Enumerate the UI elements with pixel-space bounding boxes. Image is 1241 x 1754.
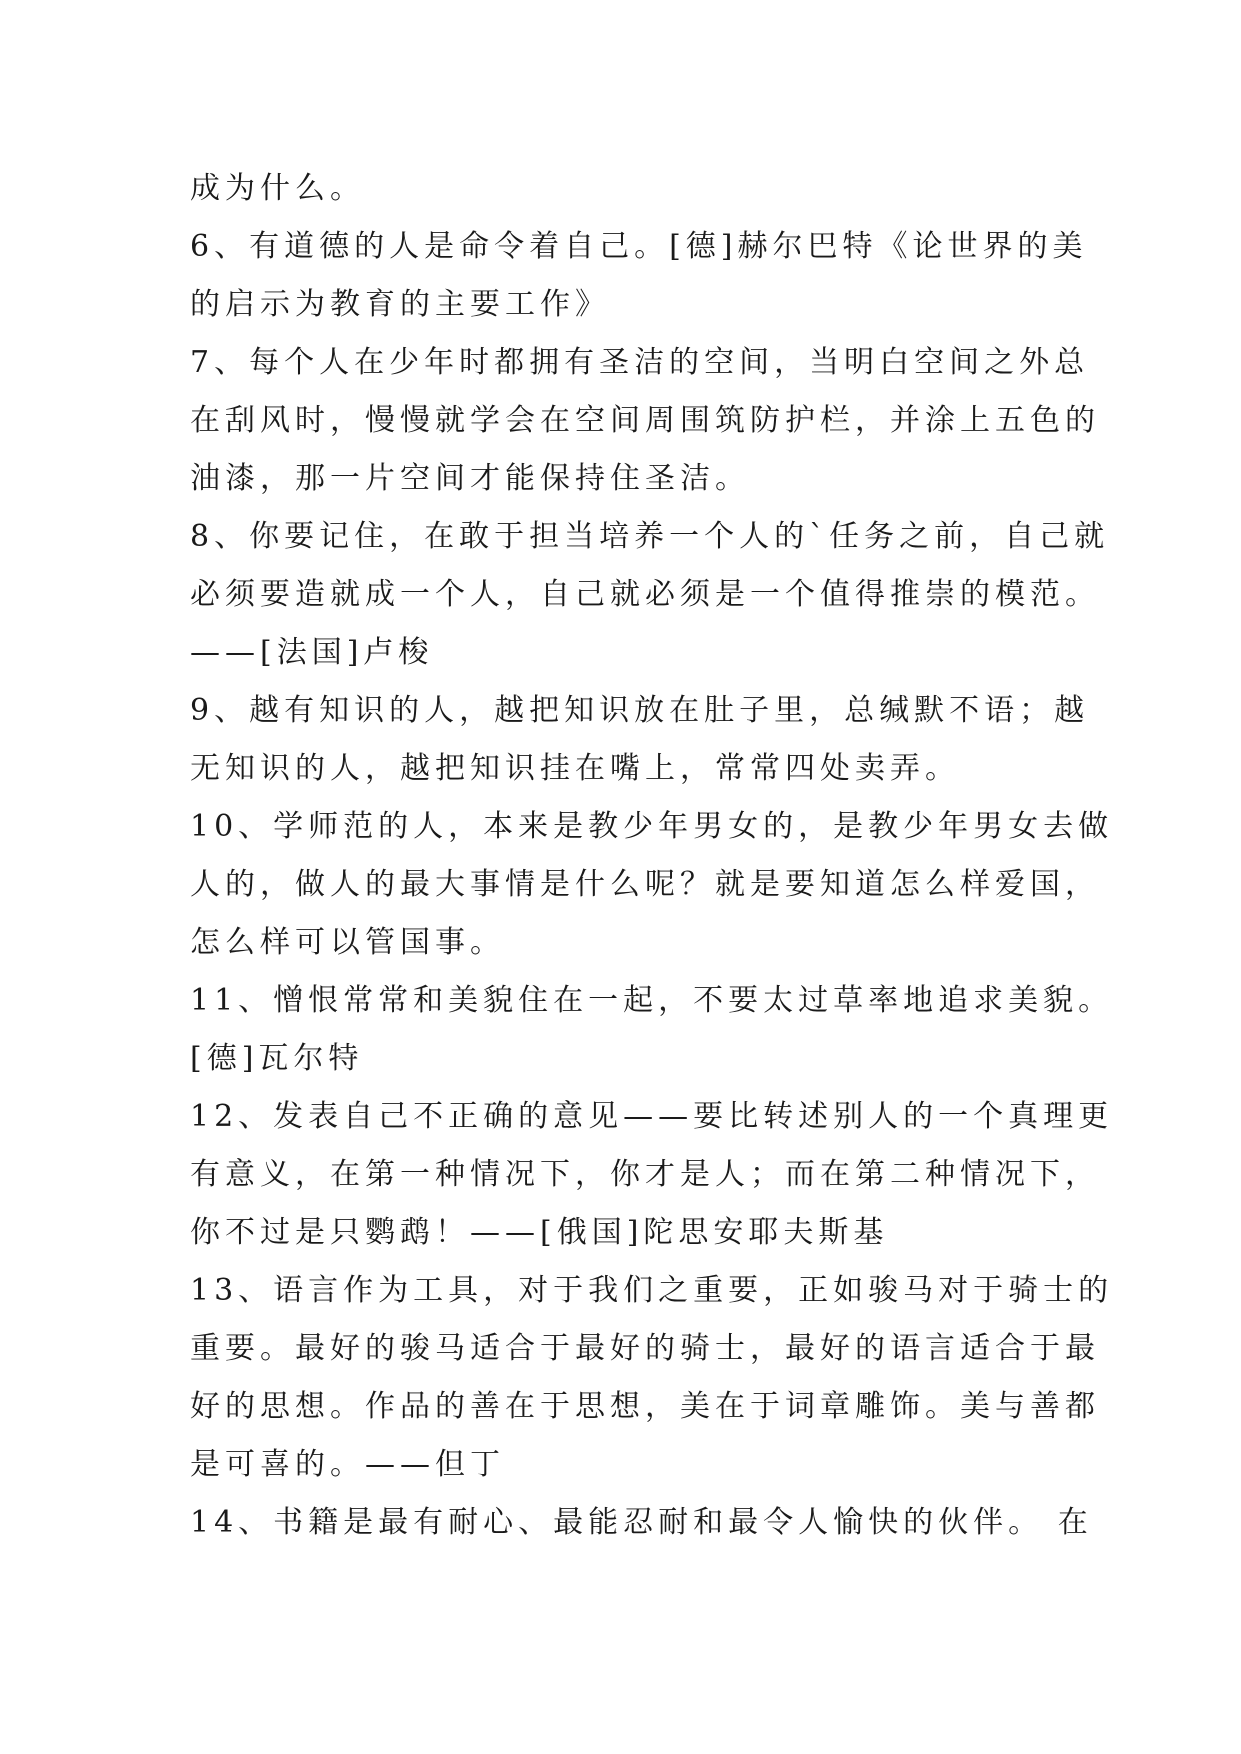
text-line: 重要。最好的骏马适合于最好的骑士，最好的语言适合于最 <box>190 1331 1100 1366</box>
text-line: 12、发表自己不正确的意见——要比转述别人的一个真理更 <box>190 1099 1114 1134</box>
text-line: 是可喜的。——但丁 <box>190 1447 505 1482</box>
text-line: 怎么样可以管国事。 <box>190 925 505 960</box>
text-line: 无知识的人，越把知识挂在嘴上，常常四处卖弄。 <box>190 751 960 786</box>
text-line: 油漆，那一片空间才能保持住圣洁。 <box>190 461 750 496</box>
text-line: 8、你要记住，在敢于担当培养一个人的`任务之前，自己就 <box>190 519 1110 554</box>
text-line: 在刮风时，慢慢就学会在空间周围筑防护栏，并涂上五色的 <box>190 403 1100 438</box>
text-line: [德]瓦尔特 <box>190 1041 364 1076</box>
text-line: 6、有道德的人是命令着自己。[德]赫尔巴特《论世界的美 <box>190 229 1088 264</box>
text-line: 有意义，在第一种情况下，你才是人；而在第二种情况下， <box>190 1157 1100 1192</box>
text-line: 好的思想。作品的善在于思想，美在于词章雕饰。美与善都 <box>190 1389 1100 1424</box>
text-line: 11、憎恨常常和美貌住在一起，不要太过草率地追求美貌。 <box>190 983 1114 1018</box>
text-line: 7、每个人在少年时都拥有圣洁的空间，当明白空间之外总 <box>190 345 1090 380</box>
document-page <box>190 160 1114 1552</box>
text-line: 13、语言作为工具，对于我们之重要，正如骏马对于骑士的 <box>190 1273 1114 1308</box>
text-line: 成为什么。 <box>190 171 365 206</box>
text-line: 必须要造就成一个人，自己就必须是一个值得推崇的模范。 <box>190 577 1100 612</box>
text-line: 人的，做人的最大事情是什么呢？就是要知道怎么样爱国， <box>190 867 1100 902</box>
text-line: 10、学师范的人，本来是教少年男女的，是教少年男女去做 <box>190 809 1114 844</box>
text-line: 9、越有知识的人，越把知识放在肚子里，总缄默不语；越 <box>190 693 1090 728</box>
text-line: 的启示为教育的主要工作》 <box>190 287 610 322</box>
text-line: ——[法国]卢梭 <box>190 635 434 670</box>
text-line: 14、书籍是最有耐心、最能忍耐和最令人愉快的伙伴。 在 <box>190 1505 1093 1540</box>
text-line: 你不过是只鹦鹉！——[俄国]陀思安耶夫斯基 <box>190 1215 889 1250</box>
